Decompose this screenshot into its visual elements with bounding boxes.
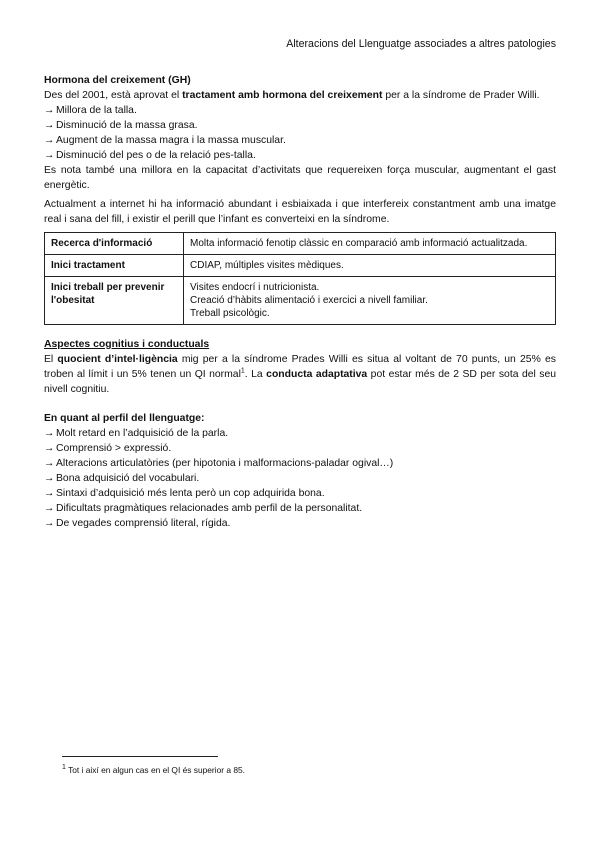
arrow-icon: → [44, 488, 55, 499]
list-item: → Bona adquisició del vocabulari. [44, 473, 200, 484]
gh-intro-bold: tractament amb hormona del creixement [182, 90, 383, 101]
arrow-icon: → [44, 458, 55, 469]
cognitive-paragraph: El quocient d’intel·ligència mig per a la síndrome Prades Willi es situa al voltant de 70 punts, un 25% es troben al límit i un 5% tenen un QI normal$^1$. La conducta adaptativa pot estar més de 2 SD per sota del seu nivell cognitiu. [44, 354, 557, 395]
list-item: → Millora de la talla. [44, 105, 137, 116]
arrow-icon: → [44, 473, 55, 484]
language-bullet-list [44, 426, 556, 531]
gh-bullet-list [44, 103, 556, 163]
page-content [44, 73, 556, 531]
table-row-value: CDIAP, múltiples visites mèdiques. [184, 255, 556, 277]
footnote-mark: 1 [62, 764, 66, 772]
cognitive-section-title: Aspectes cognitius i conductuals [44, 339, 210, 350]
gh-note: Es nota també una millora en la capacitat d’activitats que requereixen força muscular, augmentant el gast energètic. [44, 165, 556, 191]
table-row [45, 233, 556, 255]
table-row-value: Molta informació fenotip clàssic en comparació amb informació actualitzada. [184, 233, 556, 255]
table-row [45, 277, 556, 325]
table-row-value: Visites endocrí i nutricionista. Creació d’hàbits alimentació i exercici a nivell familiar. Treball psicològic. [184, 277, 556, 325]
footnote: $^1$ Tot i així en algun cas en el QI és superior a 85. [62, 764, 245, 775]
info-table [44, 232, 556, 325]
table-row-label: Inici tractament [45, 255, 184, 277]
running-header: Alteracions del Llenguatge associades a altres patologies [286, 38, 556, 50]
arrow-icon: → [44, 105, 55, 116]
list-item: → Augment de la massa magra i la massa muscular. [44, 135, 286, 146]
list-item: → Alteracions articulatòries (per hipotonia i malformacions-paladar ogival…) [44, 458, 394, 469]
footnote-ref[interactable]: 1 [240, 367, 245, 375]
arrow-icon: → [44, 443, 55, 454]
list-item: → Molt retard en l’adquisició de la parla. [44, 428, 229, 439]
list-item: → Disminució de la massa grasa. [44, 120, 198, 131]
arrow-icon: → [44, 120, 55, 131]
language-section-title: En quant al perfil del llenguatge: [44, 413, 205, 424]
table-row-label: Inici treball per prevenir l'obesitat [45, 277, 184, 325]
gh-internet-paragraph: Actualment a internet hi ha informació abundant i esbiaixada i que interfereix constantment amb una imatge real i sana del fill, i existir el perill que l’infant es converteixi en la síndrome. [44, 199, 556, 225]
arrow-icon: → [44, 503, 55, 514]
arrow-icon: → [44, 150, 55, 161]
footnote-separator [62, 756, 218, 757]
table-row [45, 255, 556, 277]
arrow-icon: → [44, 428, 55, 439]
arrow-icon: → [44, 518, 55, 529]
gh-section-title: Hormona del creixement (GH) [44, 75, 191, 86]
list-item: → De vegades comprensió literal, rígida. [44, 518, 231, 529]
list-item: → Comprensió > expressió. [44, 443, 172, 454]
arrow-icon: → [44, 135, 55, 146]
list-item: → Disminució del pes o de la relació pes-talla. [44, 150, 256, 161]
gh-intro: Des del 2001, està aprovat el tractament amb hormona del creixement per a la síndrome de Prader Willi. [44, 90, 540, 101]
list-item: → Sintaxi d’adquisició més lenta però un cop adquirida bona. [44, 488, 325, 499]
list-item: → Dificultats pragmàtiques relacionades amb perfil de la personalitat. [44, 503, 363, 514]
table-row-label: Recerca d'informació [45, 233, 184, 255]
